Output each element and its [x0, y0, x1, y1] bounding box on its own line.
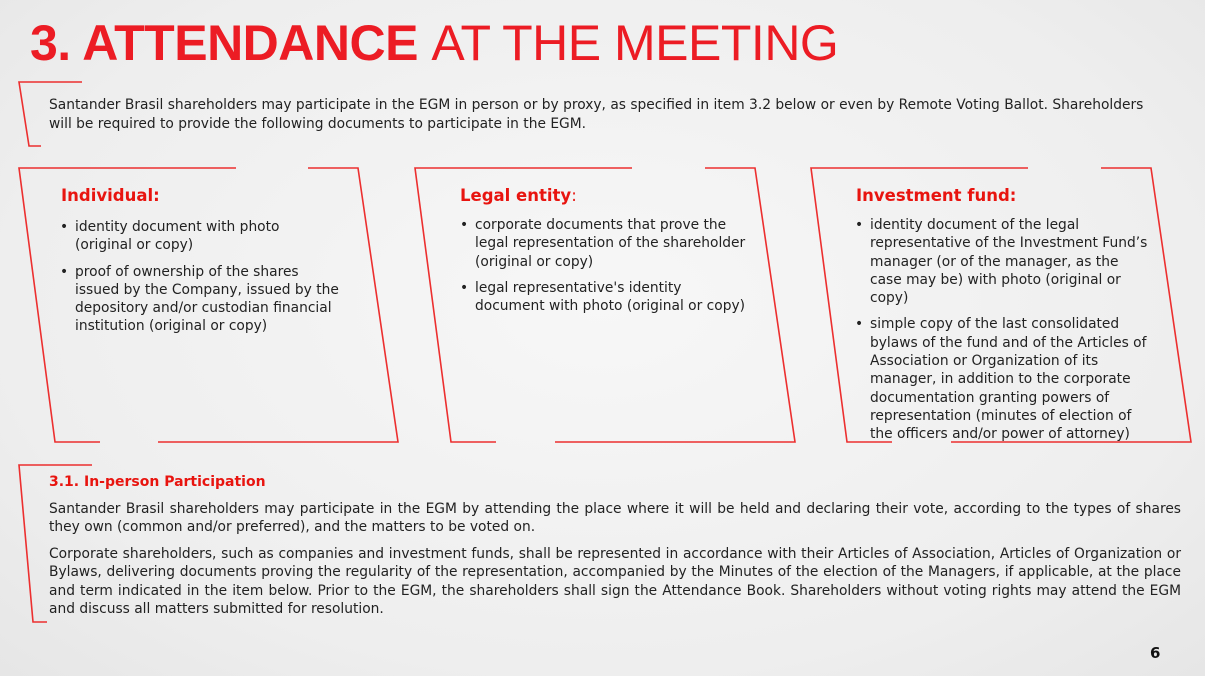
card-individual-item-text: proof of ownership of the shares issued by the Company, issued by the depository and/or custodian financial institution (original or copy): [75, 263, 339, 335]
card-fund-item-text: simple copy of the last consolidated bylaws of the fund and of the Articles of Association or Organization of its manager, in addition to the corporate documentation granting powers of representation (minutes of election of the officers and/or power of attorney): [870, 316, 1147, 443]
page-title: [30, 12, 838, 74]
card-legal-item: [460, 279, 752, 316]
bullet: •: [60, 219, 69, 235]
card-fund-item: [855, 216, 1153, 307]
card-individual-item-text: identity document with photo (original or copy): [75, 219, 280, 254]
card-legal-heading: [460, 186, 577, 205]
card-individual-heading: Individual:: [61, 186, 160, 205]
card-legal-item-text: legal representative's identity document with photo (original or copy): [475, 279, 746, 315]
intro-text: Santander Brasil shareholders may participate in the EGM in person or by proxy, as specified in item 3.2 below or even by Remote Voting Ballot. Shareholders will be required to provide the following documents to participate in the EGM.: [49, 97, 1144, 132]
section-paragraph: Corporate shareholders, such as companies and investment funds, shall be represented in accordance with their Articles of Association, Articles of Organization or Bylaws, delivering documents proving the regularity of the representation, accompanied by the Minutes of the election of the Managers, if applicable, at the place and term indicated in the item below. Prior to the EGM, the shareholders shall sign the Attendance Book. Shareholders without voting rights may attend the EGM and discuss all matters submitted for resolution.: [49, 546, 1181, 617]
card-legal-item: [460, 216, 752, 271]
bullet: •: [460, 279, 469, 296]
bullet: •: [60, 263, 69, 280]
card-fund-item-text: identity document of the legal representative of the Investment Fund’s manager (or of the manager, as the case may be) with photo (original or copy): [870, 217, 1148, 307]
card-legal-heading-colon: :: [571, 186, 577, 205]
bullet: •: [855, 217, 864, 233]
card-fund-item: [855, 315, 1153, 443]
card-legal-heading-text: Legal entity: [460, 186, 572, 205]
card-fund-list: [855, 216, 1153, 452]
title-bold: 3. ATTENDANCE: [30, 15, 418, 71]
card-fund-heading: Investment fund:: [856, 186, 1017, 205]
bullet: •: [855, 316, 864, 333]
title-light: AT THE MEETING: [431, 15, 839, 71]
page-number: 6: [1150, 644, 1161, 662]
card-individual-item: [60, 218, 340, 255]
card-legal-list: [460, 216, 752, 323]
section-heading: 3.1. In-person Participation: [49, 474, 266, 490]
bullet: •: [460, 217, 469, 233]
card-legal-item-text: corporate documents that prove the legal representation of the shareholder (original or copy): [475, 217, 746, 270]
card-individual-list: [60, 218, 340, 344]
card-individual-item: [60, 263, 340, 336]
section-paragraph: Santander Brasil shareholders may participate in the EGM by attending the place where it will be held and declaring their vote, according to the types of shares they own (common and/or preferred), and the matters to be voted on.: [49, 501, 1181, 536]
